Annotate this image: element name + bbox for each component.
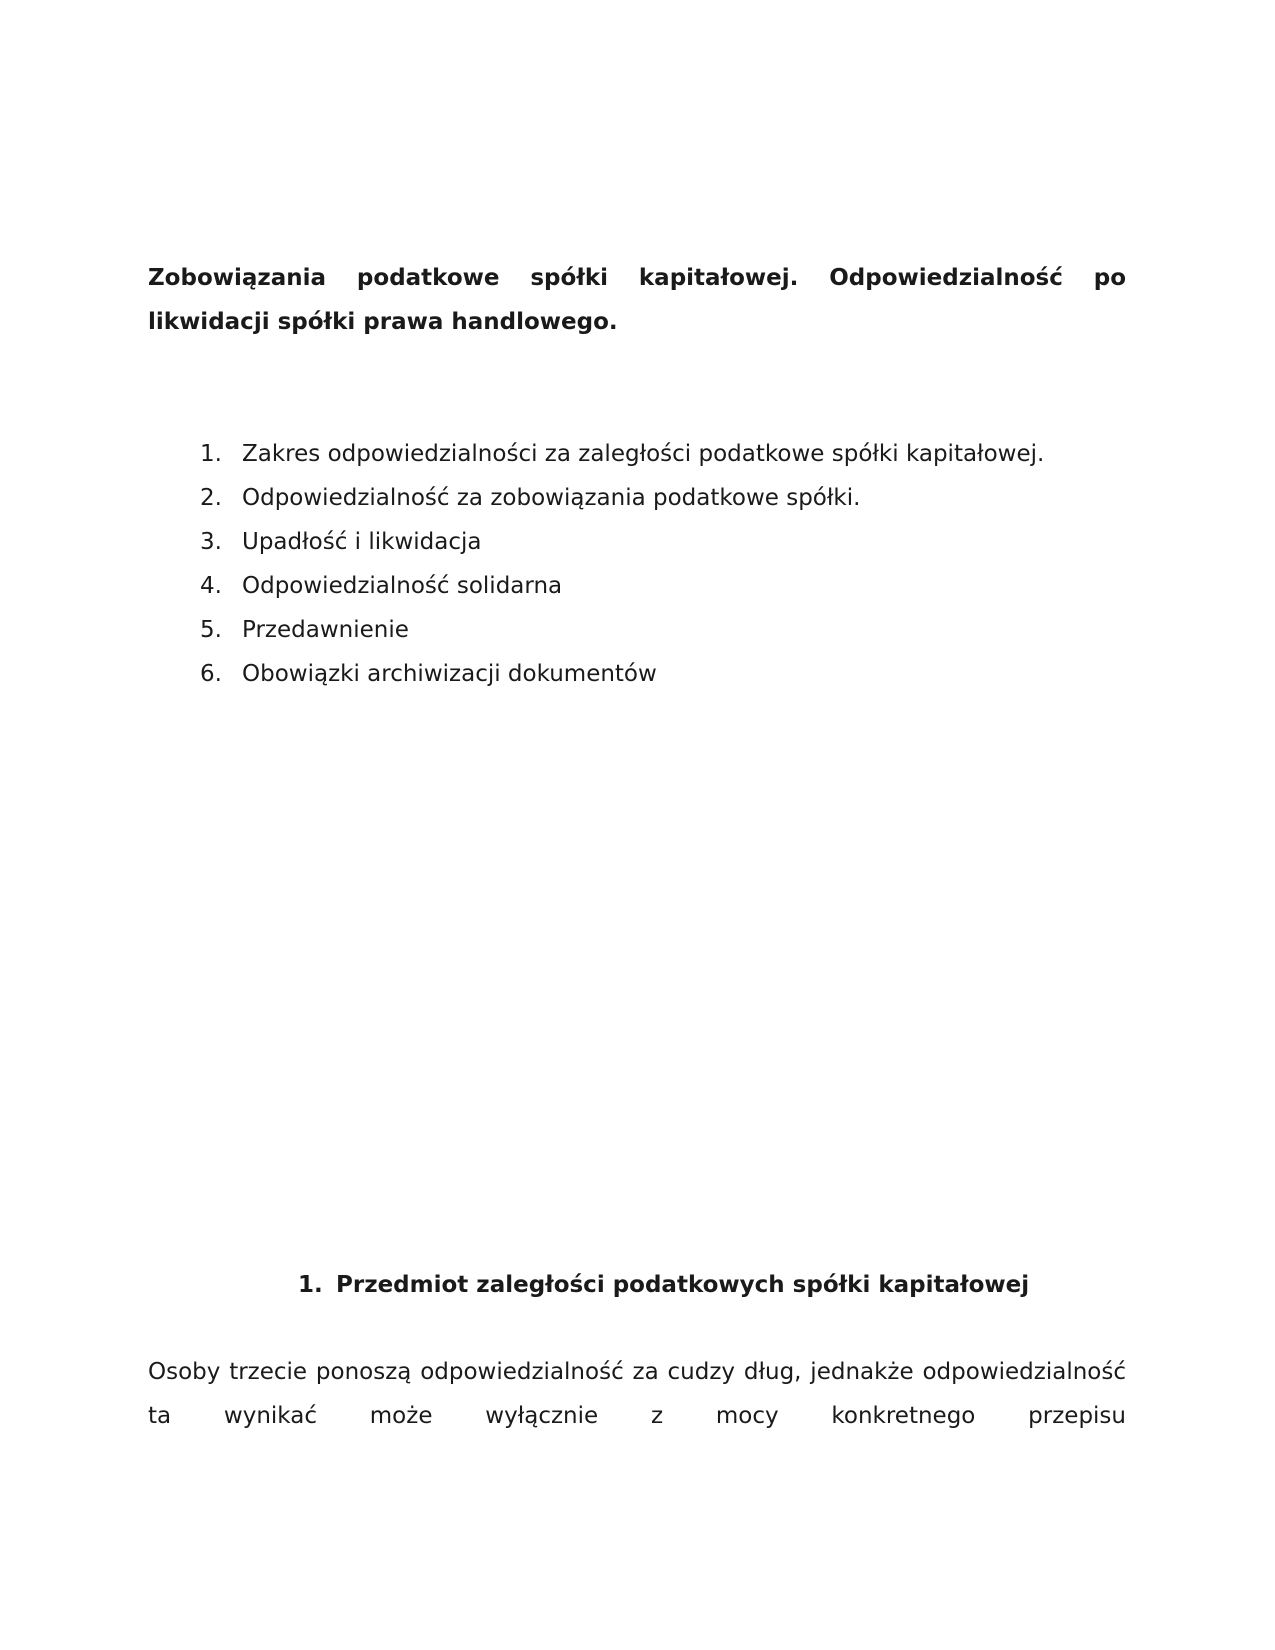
toc-item-text: Obowiązki archiwizacji dokumentów	[242, 661, 657, 687]
toc-item-text: Przedawnienie	[242, 617, 409, 643]
table-of-contents	[200, 432, 1044, 696]
section-number: 1.	[298, 1272, 323, 1298]
toc-item-text: Upadłość i likwidacja	[242, 529, 482, 555]
toc-item-number: 5.	[200, 617, 222, 643]
toc-item	[200, 608, 1044, 652]
document-title: Zobowiązania podatkowe spółki kapitałowej. Odpowiedzialność po likwidacji spółki prawa handlowego.	[148, 265, 1126, 335]
toc-item-number: 4.	[200, 573, 222, 599]
toc-item	[200, 476, 1044, 520]
toc-item-number: 1.	[200, 441, 222, 467]
section-heading-text: Przedmiot zaległości podatkowych spółki kapitałowej	[336, 1272, 1030, 1298]
toc-item-text: Odpowiedzialność za zobowiązania podatkowe spółki.	[242, 485, 861, 511]
toc-item-text: Zakres odpowiedzialności za zaległości podatkowe spółki kapitałowej.	[242, 441, 1045, 467]
toc-item	[200, 652, 1044, 696]
toc-item-number: 6.	[200, 661, 222, 687]
body-paragraph: Osoby trzecie ponoszą odpowiedzialność za cudzy dług, jednakże odpowiedzialność ta wynikać może wyłącznie z mocy konkretnego przepisu	[148, 1359, 1126, 1429]
toc-item	[200, 564, 1044, 608]
toc-item	[200, 520, 1044, 564]
toc-item-number: 2.	[200, 485, 222, 511]
toc-item	[200, 432, 1044, 476]
section-heading	[298, 1263, 1029, 1307]
toc-item-text: Odpowiedzialność solidarna	[242, 573, 563, 599]
toc-item-number: 3.	[200, 529, 222, 555]
